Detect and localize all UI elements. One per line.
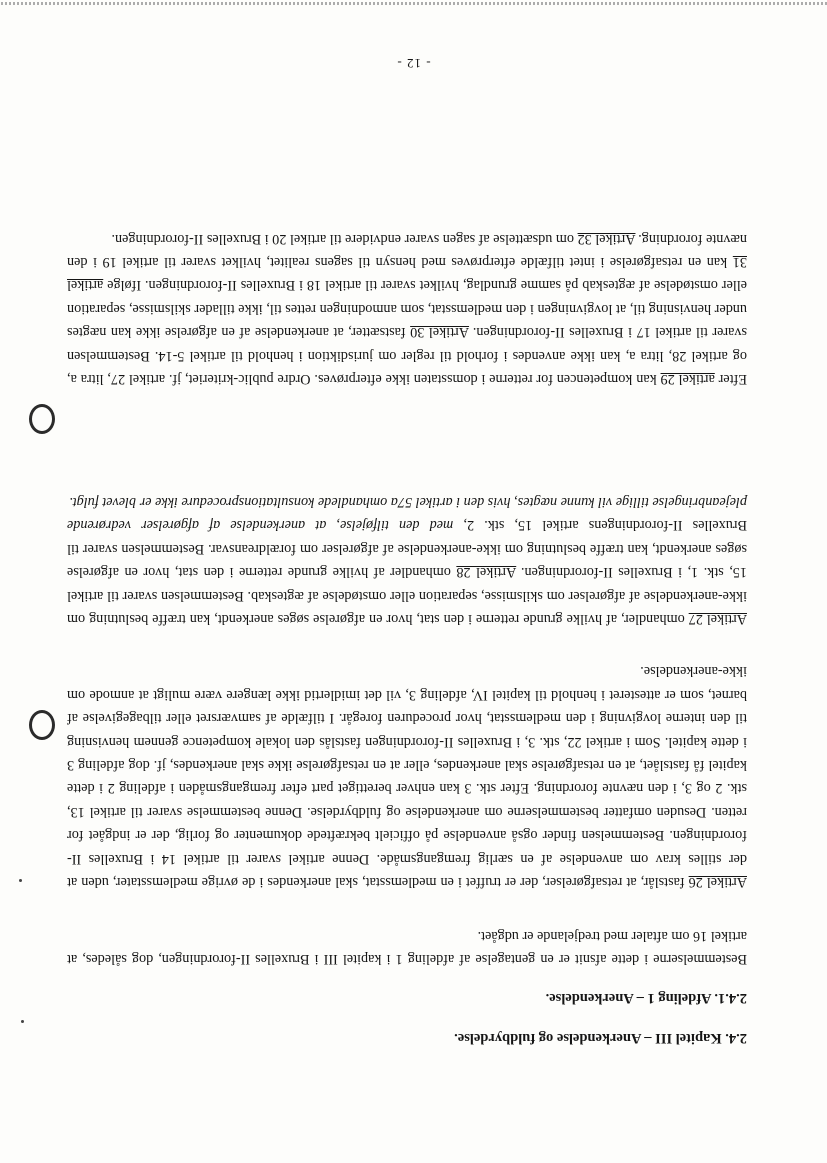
- paragraph-article-30-text: fastsætter, at anerkendelse af en afgørelse ikke kan nægtes under henvisning til, at lovgivningen i den medlemsstat, som anmodningen rettes til, ikke tillader skilsmisse, separation eller omstødelse af ægteskab på samme grundlag, hvilket svarer til artikel 18 i Bruxelles II-forordningen. Ifølge: [67, 277, 747, 341]
- paragraph-article-27-text: omhandler, af hvilke grunde retterne i den stat, hvor en afgørelse søges anerkendt, kan træffe beslutning om ikke-anerkendelse af afgørelser om skilsmisse, separation eller omstødelse af ægteskab. Bestemmelsen svarer til artikel 15, stk. 1, i Bruxelles II-forordningen.: [67, 564, 747, 627]
- paragraph-article-26-text: fastslår, at retsafgørelser, der er truffet i en medlemsstat, skal anerkendes i de øvrige medlemsstater, uden at der stilles krav om anvendelse af en særlig fremgangsmåde. Denne artikel svarer til artikel 14 i Bruxelles II-forordningen. Bestemmelsen finder også anvendelse på officielt bekræftede dokumenter og forlig, der er indgået for retten. Desuden omfatter bestemmelserne om anerkendelse og fuldbyrdelse. Denne bestemmelse svarer til artikel 13, stk. 2 og 3, i den nævnte forordning. Efter stk. 3 kan enhver berettiget part efter fremgangsmåden i afdeling 2 i dette kapitel få fastslået, at en retsafgørelse skal anerkendes, eller at en retsafgørelse ikke skal anerkendes, jf. dog afdeling 3 i dette kapitel. Som i artikel 22, stk. 3, i Bruxelles II-forordningen fastslås den lokale kompetence gennem henvisning til den interne lovgivning i den medlemsstat, hvor proceduren foregår. I tilfælde af samværsret eller tilbagegivelse af barnet, som er attesteret i henhold til kapitel IV, afdeling 3, vil det imidlertid ikke længere være muligt at anmode om ikke-anerkendelse.: [66, 663, 747, 890]
- punch-hole-icon: [29, 710, 55, 740]
- paragraph-article-27-28: [67, 490, 747, 630]
- paragraph-article-29-lead: Efter: [714, 371, 747, 387]
- article-28-ref: Artikel 28: [456, 564, 517, 581]
- paragraph-article-28-text: omhandler af hvilke grunde retterne i den stat, hvor en afgørelse søges anerkendt, kan træffe beslutning om ikke-anerkendelse af afgørelser om forældreansvar. Bestemmelsen svarer til Bruxelles II-forordningens artikel 15, stk. 2,: [67, 517, 747, 581]
- section-heading: 2.4. Kapitel III – Anerkendelse og fuldbyrdelse.: [454, 1030, 747, 1046]
- article-29-ref: artikel 29: [660, 371, 715, 387]
- paragraph-article-29-32: [67, 226, 747, 390]
- paragraph-article-29-text: kan kompetencen for retterne i domsstaten ikke efterprøves. Ordre public-kriteriet, jf. artikel 27, litra a, og artikel 28, litra a, kan ikke anvendes i forhold til regler om jurisdiktion i henhold til artikel 5-14. Bestemmelsen svarer til artikel 17 i Bruxelles II-forordningen.: [66, 324, 747, 387]
- scan-speck: [19, 879, 22, 882]
- page-number: - 12 -: [396, 56, 431, 71]
- scan-edge-line: [0, 2, 827, 5]
- scan-speck: [21, 1020, 24, 1023]
- paragraph-article-32-text: om udsættelse af sagen svarer endvidere til artikel 20 i Bruxelles II-forordningen.: [111, 230, 578, 247]
- article-30-ref: Artikel 30: [410, 324, 470, 341]
- paragraph-intro: Bestemmelserne i dette afsnit er en gentagelse af afdeling 1 i kapitel III i Bruxelles II-forordningen, dog således, at artikel 16 om aftaler med tredjelande er udgået.: [67, 927, 747, 967]
- paragraph-article-31-text: kan en retsafgørelse i intet tilfælde efterprøves med hensyn til sagens realitet, hvilket svarer til artikel 19 i den nævnte forordning.: [67, 230, 747, 270]
- article-31-ref: artikel 31: [67, 253, 747, 294]
- punch-hole-icon: [29, 404, 55, 434]
- article-32-ref: Artikel 32: [577, 230, 636, 247]
- paragraph-article-26: [67, 659, 747, 893]
- subsection-heading: 2.4.1. Afdeling 1 – Anerkendelse.: [545, 990, 747, 1006]
- paragraph-article-28-italic: med den tilføjelse, at anerkendelse af afgørelser vedrørende plejeanbringelse tillige vil kunne nægtes, hvis den i artikel 57a omhandlede konsultationsprocedure ikke er blevet fulgt.: [67, 493, 747, 534]
- article-26-ref: Artikel 26: [688, 874, 747, 890]
- article-27-ref: Artikel 27: [688, 611, 747, 627]
